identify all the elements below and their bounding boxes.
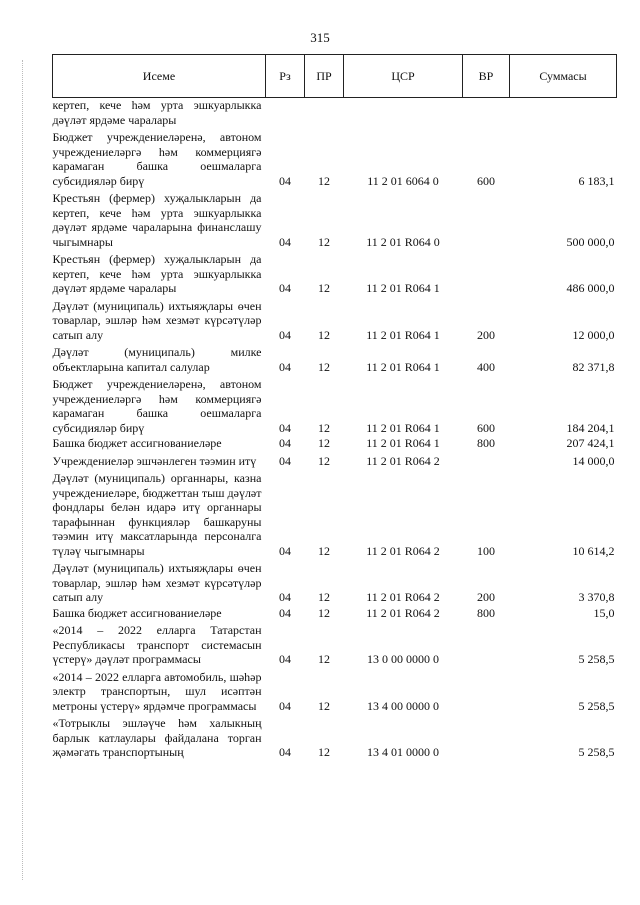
row-rz: 04 (279, 173, 291, 188)
header-name: Исеме (53, 55, 266, 98)
row-sum: 500 000,0 (566, 234, 615, 249)
table-row (53, 189, 617, 250)
row-sum: 3 370,8 (578, 590, 615, 604)
row-sum: 5 258,5 (578, 745, 615, 759)
row-rz: 04 (279, 327, 291, 342)
row-rz: 04 (279, 234, 291, 249)
row-csr: 13 4 00 0000 0 (367, 698, 439, 713)
row-name: Дәүләт (муниципаль) ихтыяҗлары өчен товарлар, эшләр һәм хезмәт күрсәтүләр сатып алу (52, 298, 262, 342)
row-sum: 12 000,0 (572, 327, 615, 342)
header-pr: ПР (305, 55, 344, 98)
table-row (53, 375, 617, 436)
row-sum: 184 204,1 (566, 420, 615, 435)
row-rz: 04 (279, 590, 291, 604)
row-vr: 800 (477, 605, 495, 620)
row-csr: 11 2 01 R064 2 (366, 590, 440, 604)
row-csr: 11 2 01 R064 1 (366, 359, 440, 374)
table-row (53, 297, 617, 344)
table-row (53, 668, 617, 715)
row-pr: 12 (318, 436, 330, 450)
header-rz: Рз (266, 55, 305, 98)
row-sum: 15,0 (593, 605, 615, 620)
row-sum: 486 000,0 (566, 281, 615, 295)
table-header-row (53, 55, 617, 98)
row-sum: 14 000,0 (572, 453, 615, 468)
table-row (53, 128, 617, 189)
row-rz: 04 (279, 745, 291, 759)
row-csr: 11 2 01 R064 2 (366, 453, 440, 468)
table-row (53, 621, 617, 668)
row-csr: 11 2 01 6064 0 (367, 173, 439, 188)
row-csr: 11 2 01 R064 2 (366, 543, 440, 558)
row-rz: 04 (279, 605, 291, 620)
row-csr (344, 98, 463, 129)
row-csr: 11 2 01 R064 1 (366, 420, 440, 435)
row-vr (463, 98, 510, 129)
row-name: Бюджет учреждениеләренә, автоном учреждениеләргә һәм коммерциягә карамаган башка оешмаларга субсидияләр бирү (52, 130, 262, 188)
row-name: Дәүләт (муниципаль) органнары, казна учреждениеләре, бюджеттан тыш дәүләт фондлары белән идарә итү органнары тарафыннан функцияләр башкаруны тәэмин итү максатларында персоналга түләү чыгымнары (52, 471, 262, 558)
row-csr: 11 2 01 R064 1 (366, 327, 440, 342)
row-pr: 12 (318, 698, 330, 713)
table-row (53, 559, 617, 606)
row-sum: 5 258,5 (578, 652, 615, 666)
row-name: Башка бюджет ассигнованиеләре (52, 436, 222, 450)
row-rz: 04 (279, 420, 291, 435)
row-pr: 12 (318, 281, 330, 295)
row-pr: 12 (318, 605, 330, 620)
row-sum: 10 614,2 (572, 543, 615, 558)
row-vr: 200 (477, 327, 495, 342)
table-row (53, 343, 617, 375)
row-pr: 12 (318, 590, 330, 604)
row-csr: 13 0 00 0000 0 (367, 652, 439, 666)
table-row (53, 98, 617, 129)
row-name: Дәүләт (муниципаль) милке объектларына капитал салулар (52, 345, 262, 374)
row-sum: 5 258,5 (578, 698, 615, 713)
table-row (53, 436, 617, 452)
row-vr: 100 (477, 543, 495, 558)
row-csr: 13 4 01 0000 0 (367, 745, 439, 759)
row-vr: 600 (477, 173, 495, 188)
row-vr (463, 189, 510, 250)
row-vr (463, 714, 510, 761)
header-vr: ВР (463, 55, 510, 98)
row-vr (463, 621, 510, 668)
table-row (53, 606, 617, 622)
row-vr: 400 (477, 359, 495, 374)
row-rz: 04 (279, 359, 291, 374)
row-name: «Тотрыклы эшләүче һәм халыкның барлык катлаулары файдалана торган җәмәгать транспортының (52, 716, 262, 759)
row-pr: 12 (318, 453, 330, 468)
row-pr: 12 (318, 420, 330, 435)
row-name: Бюджет учреждениеләренә, автоном учреждениеләргә һәм коммерциягә карамаган башка оешмаларга субсидияләр бирү (52, 377, 262, 435)
row-vr: 200 (477, 590, 495, 604)
row-name: Дәүләт (муниципаль) ихтыяҗлары өчен товарлар, эшләр һәм хезмәт күрсәтүләр сатып алу (52, 561, 262, 604)
header-csr: ЦСР (344, 55, 463, 98)
row-rz: 04 (279, 698, 291, 713)
row-vr (463, 668, 510, 715)
row-pr: 12 (318, 543, 330, 558)
row-pr (305, 98, 344, 129)
table-row (53, 250, 617, 297)
row-name: Учреждениеләр эшчәнлеген тәэмин итү (52, 453, 257, 468)
row-rz (266, 98, 305, 129)
row-name: кертеп, кече һәм урта эшкуарлыкка дәүләт ярдәме чаралары (52, 98, 262, 127)
row-name: Крестьян (фермер) хуҗалыкларын да кертеп, кече һәм урта эшкуарлыкка дәүләт ярдәме чараларына финанслашу чыгымнары (52, 191, 262, 249)
row-name: Крестьян (фермер) хуҗалыкларын да кертеп, кече һәм урта эшкуарлыкка дәүләт ярдәме чаралары (52, 252, 262, 295)
row-sum: 6 183,1 (578, 173, 615, 188)
row-rz: 04 (279, 281, 291, 295)
header-sum: Суммасы (510, 55, 617, 98)
row-pr: 12 (318, 234, 330, 249)
row-csr: 11 2 01 R064 1 (366, 281, 440, 295)
row-name: «2014 – 2022 елларга Татарстан Республикасы транспорт системасын үстерү» дәүләт программасы (52, 623, 262, 666)
row-csr: 11 2 01 R064 2 (366, 605, 440, 620)
row-pr: 12 (318, 359, 330, 374)
row-csr: 11 2 01 R064 0 (366, 234, 440, 249)
page-number: 315 (310, 30, 330, 45)
table-row (53, 452, 617, 470)
row-name: Башка бюджет ассигнованиеләре (52, 605, 222, 620)
row-rz: 04 (279, 543, 291, 558)
row-csr: 11 2 01 R064 1 (366, 436, 440, 450)
row-vr (463, 250, 510, 297)
row-rz: 04 (279, 453, 291, 468)
row-sum (510, 98, 617, 129)
row-pr: 12 (318, 652, 330, 666)
row-pr: 12 (318, 327, 330, 342)
row-sum: 207 424,1 (566, 436, 615, 450)
table-row (53, 714, 617, 761)
row-pr: 12 (318, 745, 330, 759)
row-vr: 600 (477, 420, 495, 435)
row-vr: 800 (477, 436, 495, 450)
row-sum: 82 371,8 (572, 359, 615, 374)
row-vr (463, 452, 510, 470)
row-rz: 04 (279, 652, 291, 666)
row-pr: 12 (318, 173, 330, 188)
table-row (53, 469, 617, 559)
row-name: «2014 – 2022 елларга автомобиль, шәһәр электр транспортын, шул исәптән метроны үстерү» ярдәмче программасы (52, 669, 262, 713)
margin-line (22, 60, 24, 880)
row-rz: 04 (279, 436, 291, 450)
budget-table (52, 54, 617, 761)
